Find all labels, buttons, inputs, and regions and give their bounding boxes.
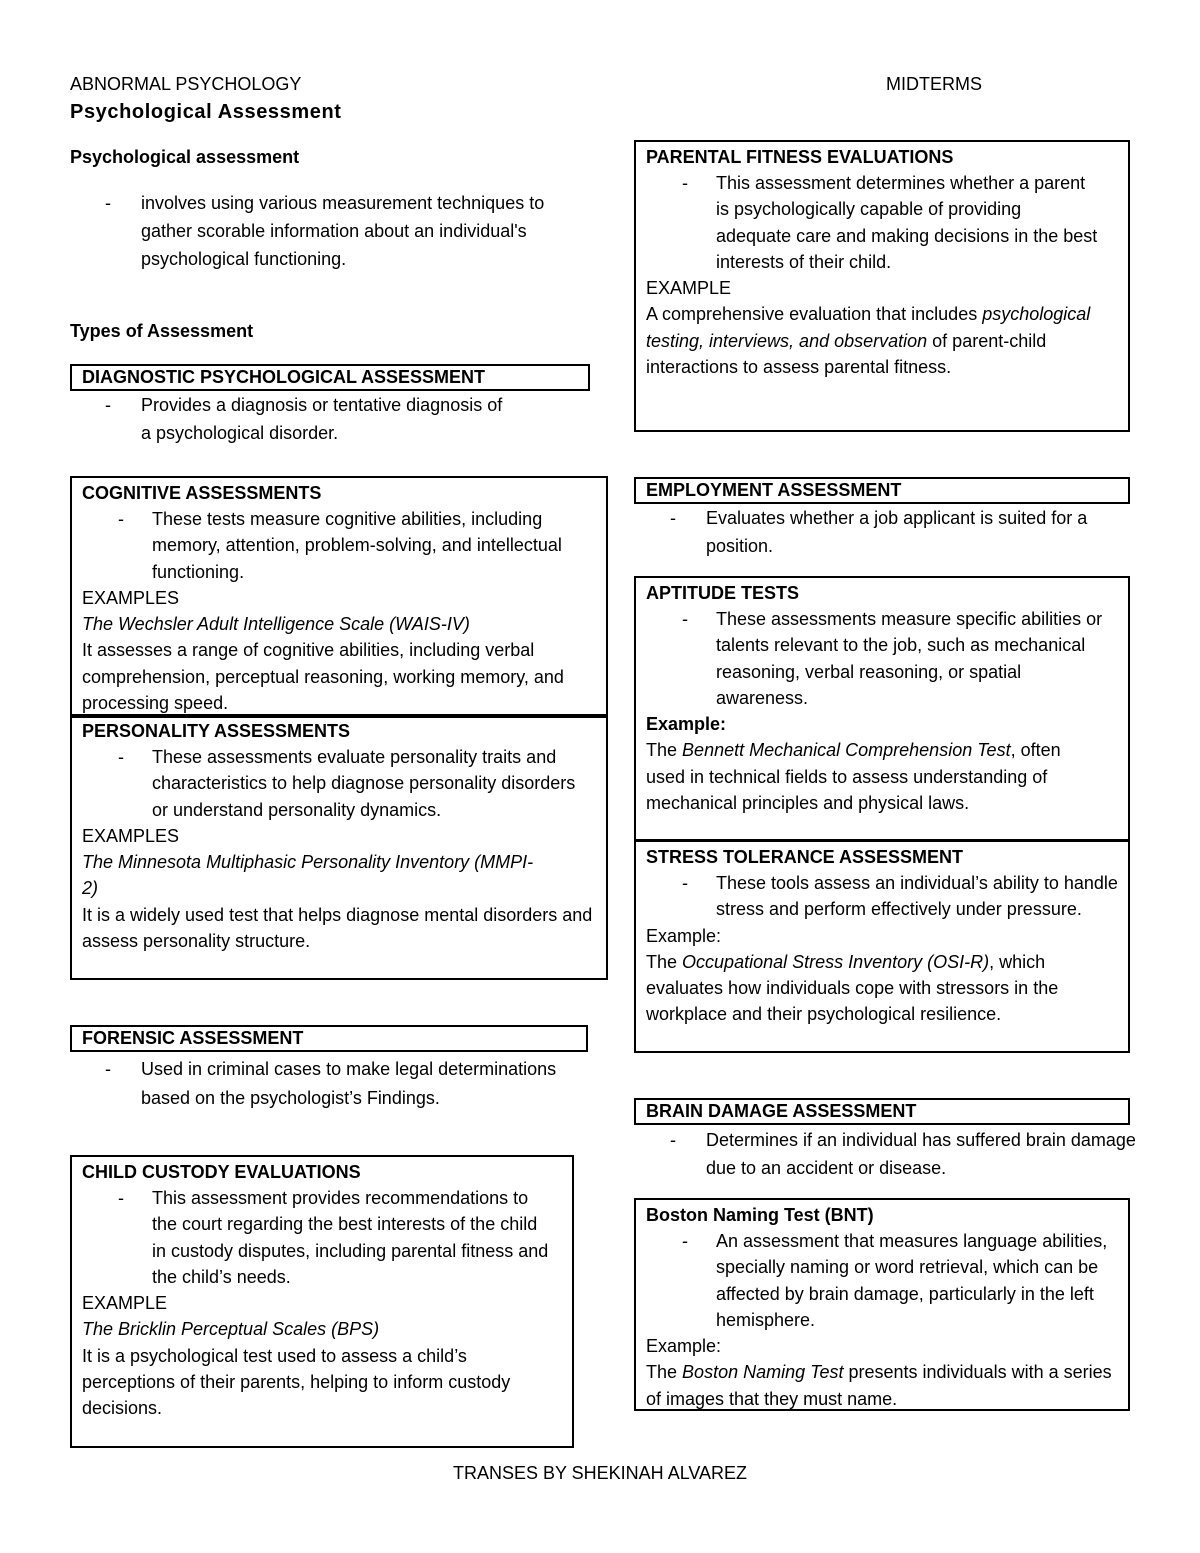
stress-title: STRESS TOLERANCE ASSESSMENT [646,847,964,867]
stress-example [646,949,1118,1028]
aptitude-bullet [646,606,1118,711]
parental-example-label: EXAMPLE [646,278,732,299]
boston-example-italic: Boston Naming Test [682,1362,844,1383]
bullet-marker: - [682,1231,688,1251]
custody-title: CHILD CUSTODY EVALUATIONS [82,1162,361,1182]
bullet-marker: - [670,1130,676,1150]
parental-bullet [646,170,1118,275]
bullet-marker: - [682,609,688,629]
aptitude-example-italic: Bennett Mechanical Comprehension Test [682,740,1011,761]
custody-bullet [82,1185,562,1290]
cognitive-examples-label: EXAMPLES [82,587,180,608]
term-label: MIDTERMS [886,74,982,94]
diagnostic-bullet [105,391,511,447]
personality-example-desc: It is a widely used test that helps diagnose mental disorders and assess personality structure. [82,904,593,952]
cognitive-bullet-text: These tests measure cognitive abilities, including memory, attention, problem-solving, and intellectual functioning. [152,509,562,582]
parental-example [646,301,1118,380]
cognitive-box [70,476,608,718]
bullet-marker: - [105,395,111,415]
aptitude-example-pre: The [646,740,678,761]
cognitive-title: COGNITIVE ASSESSMENTS [82,483,322,503]
custody-box [70,1155,574,1448]
aptitude-bullet-text: These assessments measure specific abilities or talents relevant to the job, such as mechanical reasoning, verbal reasoning, or spatial awareness. [716,609,1103,708]
brain-title-box [634,1098,1130,1125]
employment-bullet-text: Evaluates whether a job applicant is suited for a position. [706,508,1088,556]
stress-bullet [646,870,1118,923]
stress-example-label: Example: [646,925,722,946]
custody-example-label: EXAMPLE [82,1293,168,1314]
bullet-marker: - [682,173,688,193]
parental-box [634,140,1130,432]
intro-bullet-text: involves using various measurement techniques to gather scorable information about an individual's psychological functioning. [141,193,545,269]
boston-bullet-text: An assessment that measures language abilities, specially naming or word retrieval, which can be affected by brain damage, particularly in the left hemisphere. [716,1231,1108,1330]
parental-example-pre: A comprehensive evaluation that includes [646,304,978,325]
bullet-marker: - [682,873,688,893]
aptitude-example [646,737,1118,816]
intro-heading: Psychological assessment [70,147,300,167]
personality-box [70,714,608,980]
parental-example-post: of parent-child interactions to assess parental fitness. [646,330,1047,378]
parental-bullet-text: This assessment determines whether a parent is psychologically capable of providing adequate care and making decisions in the best interests of their child. [716,173,1098,272]
bullet-marker: - [118,509,124,529]
parental-example-italic: psychological testing, interviews, and observation [646,304,1091,351]
employment-bullet [670,504,1116,560]
custody-bullet-text: This assessment provides recommendations to the court regarding the best interests of the child in custody disputes, including parental fitness and the child’s needs. [152,1188,549,1287]
bullet-marker: - [670,508,676,528]
bullet-marker: - [118,747,124,767]
intro-bullet [105,189,561,273]
employment-title: EMPLOYMENT ASSESSMENT [646,480,902,500]
stress-example-post: , which evaluates how individuals cope with stressors in the workplace and their psychological resilience. [646,951,1059,1025]
forensic-title-box [70,1025,588,1052]
diagnostic-bullet-text: Provides a diagnosis or tentative diagnosis of a psychological disorder. [141,395,503,443]
custody-example-name: The Bricklin Perceptual Scales (BPS) [82,1319,380,1340]
employment-title-box [634,477,1130,504]
course-name: ABNORMAL PSYCHOLOGY [70,74,302,94]
diagnostic-title-box [70,364,590,391]
boston-bullet [646,1228,1118,1333]
page-title: Psychological Assessment [70,101,342,123]
stress-box [634,840,1130,1053]
parental-title: PARENTAL FITNESS EVALUATIONS [646,147,954,167]
bullet-marker: - [105,193,111,213]
footer-credit: TRANSES BY SHEKINAH ALVAREZ [452,1463,748,1483]
boston-example-pre: The [646,1362,678,1383]
stress-example-italic: Occupational Stress Inventory (OSI-R) [682,951,990,972]
brain-bullet-text: Determines if an individual has suffered brain damage due to an accident or disease. [706,1130,1136,1178]
boston-example-post: presents individuals with a series of images that they must name. [646,1362,1112,1409]
cognitive-bullet [82,506,596,585]
cognitive-example-desc: It assesses a range of cognitive abilities, including verbal comprehension, perceptual reasoning, working memory, and processing speed. [82,640,564,714]
brain-title: BRAIN DAMAGE ASSESSMENT [646,1101,917,1121]
forensic-title: FORENSIC ASSESSMENT [82,1028,304,1048]
personality-bullet [82,744,596,823]
aptitude-example-label: Example: [646,714,727,735]
boston-title: Boston Naming Test (BNT) [646,1205,874,1225]
boston-example-label: Example: [646,1336,722,1357]
aptitude-example-post: , often used in technical fields to assess understanding of mechanical principles and physical laws. [646,740,1061,814]
boston-box [634,1198,1130,1411]
forensic-bullet [105,1055,571,1113]
aptitude-box [634,576,1130,841]
personality-bullet-text: These assessments evaluate personality traits and characteristics to help diagnose personality disorders or understand personality dynamics. [152,747,576,820]
cognitive-example-name: The Wechsler Adult Intelligence Scale (WAIS-IV) [82,614,470,635]
personality-example-name: The Minnesota Multiphasic Personality Inventory (MMPI-2) [82,852,534,899]
forensic-bullet-text: Used in criminal cases to make legal determinations based on the psychologist’s Findings. [141,1059,557,1108]
stress-bullet-text: These tools assess an individual’s ability to handle stress and perform effectively under pressure. [716,873,1118,920]
aptitude-title: APTITUDE TESTS [646,583,800,603]
bullet-marker: - [105,1059,111,1079]
diagnostic-title: DIAGNOSTIC PSYCHOLOGICAL ASSESSMENT [82,367,486,387]
stress-example-pre: The [646,951,678,972]
bullet-marker: - [118,1188,124,1208]
types-heading: Types of Assessment [70,321,254,341]
brain-bullet [670,1126,1136,1182]
personality-title: PERSONALITY ASSESSMENTS [82,721,351,741]
custody-example-desc: It is a psychological test used to assess a child’s perceptions of their parents, helping to inform custody decisions. [82,1345,511,1419]
boston-example [646,1359,1118,1412]
personality-examples-label: EXAMPLES [82,825,180,846]
